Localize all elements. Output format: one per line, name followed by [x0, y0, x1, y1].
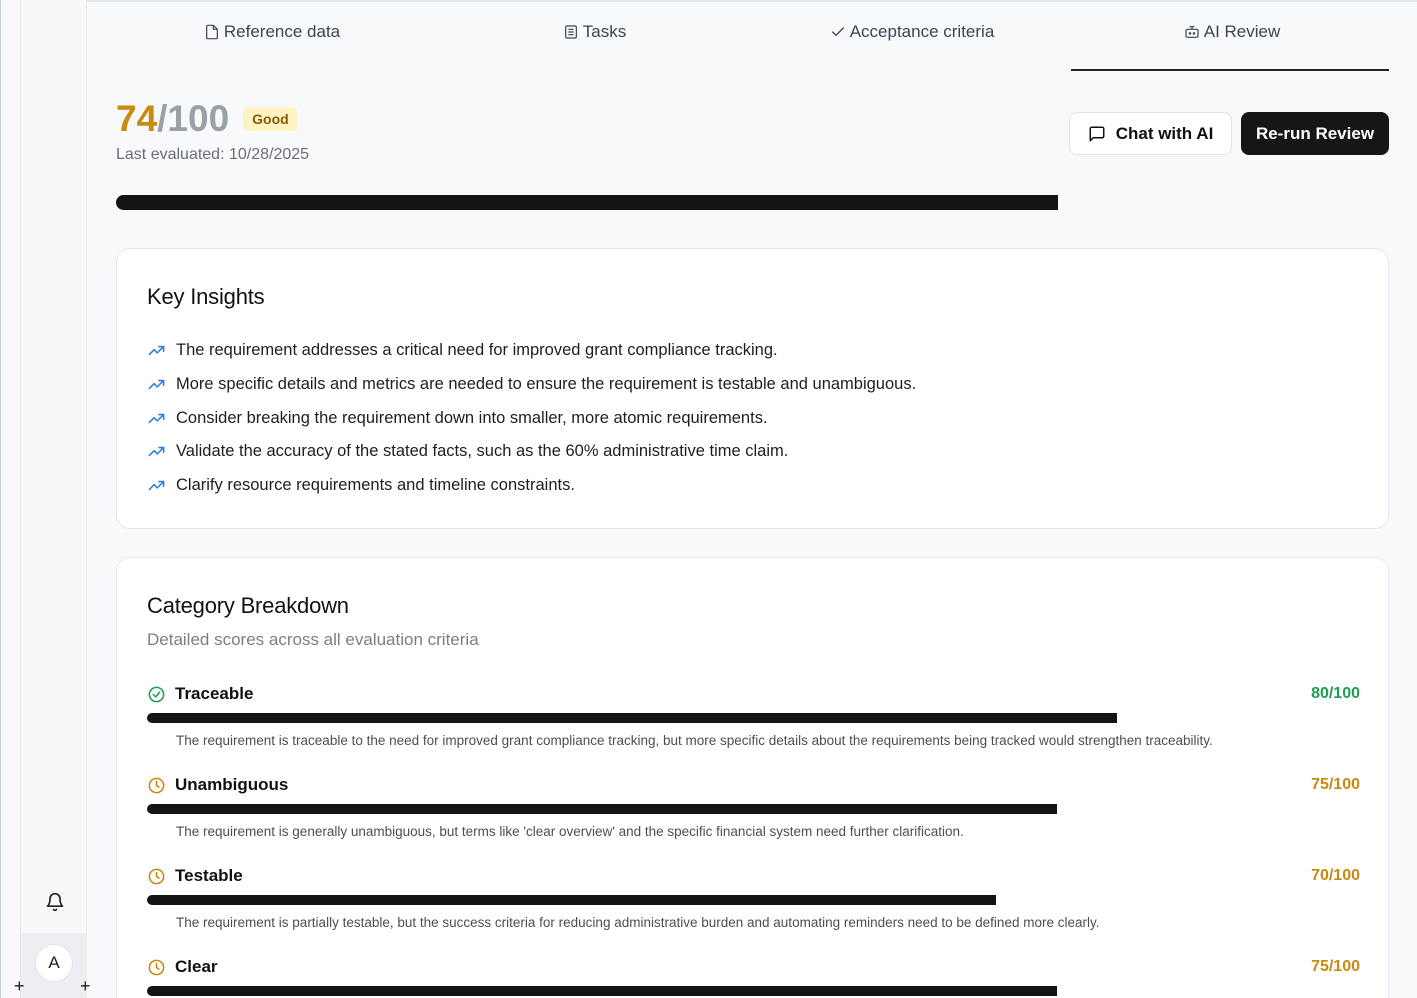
bot-icon: [1184, 24, 1200, 40]
category-score-bar: [147, 986, 1360, 996]
rerun-review-button[interactable]: Re-run Review: [1241, 112, 1389, 155]
category-breakdown-card: [116, 557, 1389, 998]
category-score-bar-fill: [147, 986, 1057, 996]
trending-up-icon: [147, 341, 166, 360]
overall-score-bar-fill: [116, 195, 1058, 210]
tab-label: Acceptance criteria: [849, 22, 995, 41]
key-insights-card: [116, 248, 1389, 529]
score-max: /100: [157, 98, 230, 139]
chat-with-ai-button[interactable]: [1069, 112, 1232, 155]
insight-text: Consider breaking the requirement down into smaller, more atomic requirements.: [176, 408, 768, 427]
sidebar: [20, 0, 87, 998]
tab-bar: [87, 2, 1417, 72]
category-name: Unambiguous: [175, 775, 289, 794]
list-icon: [563, 24, 579, 40]
category-name: Clear: [175, 957, 218, 976]
insight-text: Validate the accuracy of the stated facts, such as the 60% administrative time claim.: [176, 442, 789, 461]
avatar-initial: A: [48, 953, 60, 972]
category-score: 75/100: [1311, 776, 1360, 793]
rating-badge: Good: [243, 107, 298, 131]
key-insights-title: Key Insights: [147, 284, 265, 309]
category-description: The requirement is partially testable, but the success criteria for reducing administrative burden and automating reminders need to be defined more clearly.: [176, 915, 1100, 930]
category-breakdown-title: Category Breakdown: [147, 593, 349, 618]
category-score: 70/100: [1311, 867, 1360, 884]
category-testable: [147, 865, 1360, 930]
tab-label: Tasks: [582, 22, 627, 41]
insight-text: The requirement addresses a critical need for improved grant compliance tracking.: [176, 341, 778, 359]
insight-item: [147, 442, 788, 461]
tab-ai-review[interactable]: [1152, 2, 1312, 62]
user-area: [21, 933, 87, 998]
avatar[interactable]: [35, 944, 73, 982]
check-icon: [830, 24, 846, 40]
file-icon: [204, 24, 220, 40]
insight-item: [147, 341, 778, 360]
active-tab-indicator: [1071, 69, 1389, 71]
category-score: 75/100: [1311, 958, 1360, 975]
trending-up-icon: [147, 442, 166, 461]
tab-label: AI Review: [1203, 22, 1281, 41]
trending-up-icon: [147, 409, 166, 428]
insight-item: [147, 375, 916, 394]
category-score-bar-fill: [147, 713, 1117, 723]
category-score-bar: [147, 895, 1360, 905]
message-icon: [1088, 125, 1106, 143]
last-evaluated: Last evaluated: 10/28/2025: [116, 146, 310, 163]
tab-reference-data[interactable]: [172, 2, 372, 62]
clock-icon: [147, 776, 166, 795]
score-value: 74: [116, 98, 158, 139]
overall-score-bar: [116, 195, 1389, 210]
category-score: 80/100: [1311, 685, 1360, 702]
chat-label: Chat with AI: [1115, 123, 1214, 143]
tab-label: Reference data: [223, 22, 341, 41]
category-score-bar: [147, 713, 1360, 723]
score-header: [116, 100, 298, 137]
category-description: The requirement is traceable to the need for improved grant compliance tracking, but more specific details about the requirements being tracked would strengthen traceability.: [176, 733, 1213, 748]
clock-icon: [147, 958, 166, 977]
tab-tasks[interactable]: [522, 2, 667, 62]
insight-item: [147, 476, 575, 495]
insight-text: Clarify resource requirements and timeline constraints.: [176, 476, 575, 495]
category-name: Traceable: [175, 684, 254, 703]
overall-score: [116, 100, 229, 137]
category-traceable: [147, 683, 1360, 748]
category-name: Testable: [175, 866, 243, 885]
insight-item: [147, 409, 768, 428]
category-breakdown-subtitle: Detailed scores across all evaluation criteria: [147, 630, 479, 649]
trending-up-icon: [147, 476, 166, 495]
check-circle-icon: [147, 685, 166, 704]
category-clear: [147, 956, 1360, 978]
category-score-bar: [147, 804, 1360, 814]
bell-icon[interactable]: [45, 892, 65, 912]
clock-icon: [147, 867, 166, 886]
plus-icon: +: [14, 976, 25, 996]
category-score-bar-fill: [147, 895, 996, 905]
category-description: The requirement is generally unambiguous, but terms like 'clear overview' and the specific financial system need further clarification.: [176, 824, 964, 839]
plus-icon: +: [80, 976, 91, 996]
insight-text: More specific details and metrics are needed to ensure the requirement is testable and unambiguous.: [176, 374, 917, 393]
tab-acceptance-criteria[interactable]: [812, 2, 1012, 62]
category-unambiguous: [147, 774, 1360, 839]
category-score-bar-fill: [147, 804, 1057, 814]
trending-up-icon: [147, 375, 166, 394]
window-edge: [0, 0, 20, 998]
